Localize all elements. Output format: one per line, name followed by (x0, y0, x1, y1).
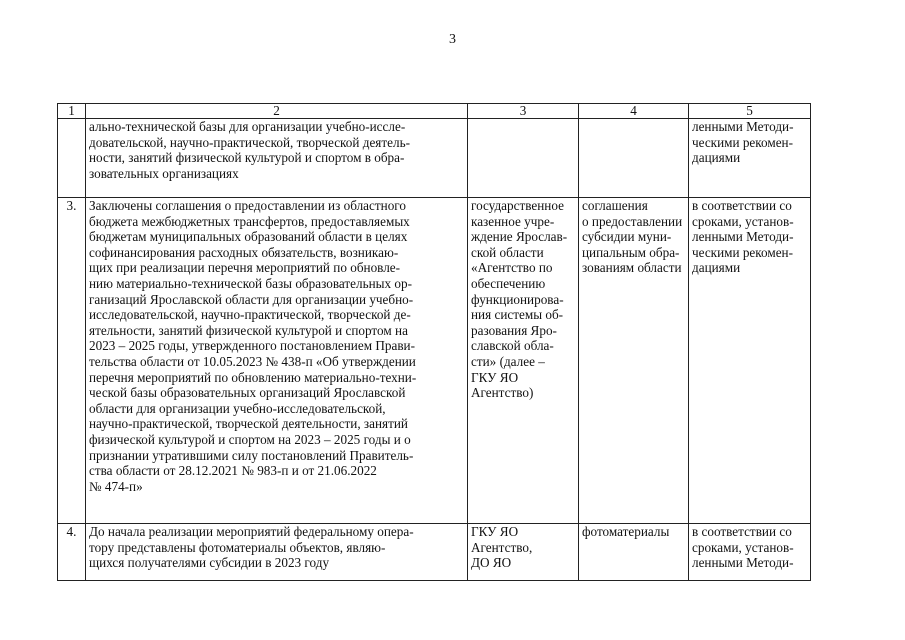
text-line: бюджета межбюджетных трансфертов, предоставляемых (89, 213, 410, 229)
row-number (58, 119, 86, 198)
text-line: субсидии муни- (582, 229, 672, 245)
table-row-3 (58, 198, 811, 524)
header-col-3: 3 (468, 104, 579, 119)
table-row-4 (58, 524, 811, 581)
result-cell (579, 198, 689, 524)
text-line: дациями (692, 150, 741, 166)
text-line: сроками, установ- (692, 539, 794, 555)
text-line: ципальным обра- (582, 244, 680, 260)
text-line: ности, занятий физической культурой и спортом в обра- (89, 150, 405, 166)
table-row-continuation (58, 119, 811, 198)
text-line: ятельности, занятий физической культурой и спортом на (89, 322, 408, 338)
text-line: области для организации учебно-исследовательской, (89, 400, 386, 416)
text-line: функционирова- (471, 291, 564, 307)
text-line: фотоматериалы (582, 524, 670, 539)
measure-cell (86, 524, 468, 581)
text-line: 2023 – 2025 годы, утвержденного постановлением Прави- (89, 338, 416, 354)
text-line: в соответствии со (692, 198, 792, 213)
text-line: Агентство, (471, 539, 533, 555)
responsible-cell (468, 198, 579, 524)
deadline-cell (689, 119, 811, 198)
text-line: ческими рекомен- (692, 134, 794, 150)
measure-cell (86, 198, 468, 524)
responsible-cell (468, 524, 579, 581)
header-row (58, 104, 811, 119)
text-line: о предоставлении (582, 213, 683, 229)
text-line: Заключены соглашения о предоставлении из областного (89, 198, 406, 213)
text-line: ГКУ ЯО (471, 524, 519, 539)
text-line: дациями (692, 260, 741, 276)
text-line: ства области от 28.12.2021 № 983-п и от 21.06.2022 (89, 463, 377, 479)
text-line: разования Яро- (471, 322, 557, 338)
row-number: 3. (58, 198, 86, 524)
text-line: бюджетам муниципальных образований области в целях (89, 229, 408, 245)
deadline-cell (689, 198, 811, 524)
text-line: перечня мероприятий по обновлению материально-техни- (89, 369, 417, 385)
text-line: «Агентство по (471, 260, 553, 276)
text-line: ждение Ярослав- (471, 229, 568, 245)
text-line: щих при реализации перечня мероприятий по обновле- (89, 260, 401, 276)
text-line: признании утратившими силу постановлений Правитель- (89, 447, 414, 463)
text-line: в соответствии со (692, 524, 792, 539)
text-line: щихся получателями субсидии в 2023 году (89, 555, 330, 571)
text-line: сти» (далее – (471, 353, 545, 369)
text-line: зованиям области (582, 260, 682, 276)
text-line: государственное (471, 198, 564, 213)
text-line: соглашения (582, 198, 648, 213)
text-line: научно-практической, творческой деятельности, занятий (89, 416, 408, 432)
text-line: обеспечению (471, 275, 546, 291)
result-cell (579, 119, 689, 198)
text-line: ской области (471, 244, 544, 260)
header-col-1: 1 (58, 104, 86, 119)
text-line: ленными Методи- (692, 229, 794, 245)
text-line: ДО ЯО (471, 555, 512, 571)
text-line: тору представлены фотоматериалы объектов, являю- (89, 539, 386, 555)
text-line: ганизаций Ярославской области для организации учебно- (89, 291, 414, 307)
text-line: ленными Методи- (692, 119, 794, 134)
text-line: ленными Методи- (692, 555, 794, 571)
text-line: исследовательской, научно-практической, творческой де- (89, 307, 411, 323)
header-col-2: 2 (86, 104, 468, 119)
text-line: славской обла- (471, 338, 554, 354)
text-line: сроками, установ- (692, 213, 794, 229)
responsible-cell (468, 119, 579, 198)
text-line: казенное учре- (471, 213, 555, 229)
text-line: ГКУ ЯО (471, 369, 519, 385)
measure-cell (86, 119, 468, 198)
text-line: ально-технической базы для организации учебно-иссле- (89, 119, 406, 134)
text-line: ческой базы образовательных организаций Ярославской (89, 385, 406, 401)
text-line: До начала реализации мероприятий федеральному опера- (89, 524, 414, 539)
header-col-4: 4 (579, 104, 689, 119)
text-line: Агентство) (471, 385, 534, 401)
text-line: довательской, научно-практической, творческой деятель- (89, 134, 410, 150)
row-number: 4. (58, 524, 86, 581)
text-line: ния системы об- (471, 307, 564, 323)
text-line: софинансирования расходных обязательств, возникаю- (89, 244, 399, 260)
text-line: тельства области от 10.05.2023 № 438-п «Об утверждении (89, 353, 416, 369)
text-line: зовательных организациях (89, 165, 239, 181)
text-line: ческими рекомен- (692, 244, 794, 260)
text-line: нию материально-технической базы образовательных ор- (89, 275, 412, 291)
text-line: № 474-п» (89, 478, 143, 494)
page-number: 3 (449, 32, 456, 47)
deadline-cell (689, 524, 811, 581)
result-cell (579, 524, 689, 581)
header-col-5: 5 (689, 104, 811, 119)
plan-table (57, 103, 811, 581)
text-line: физической культурой и спортом на 2023 – 2025 годы и о (89, 431, 411, 447)
